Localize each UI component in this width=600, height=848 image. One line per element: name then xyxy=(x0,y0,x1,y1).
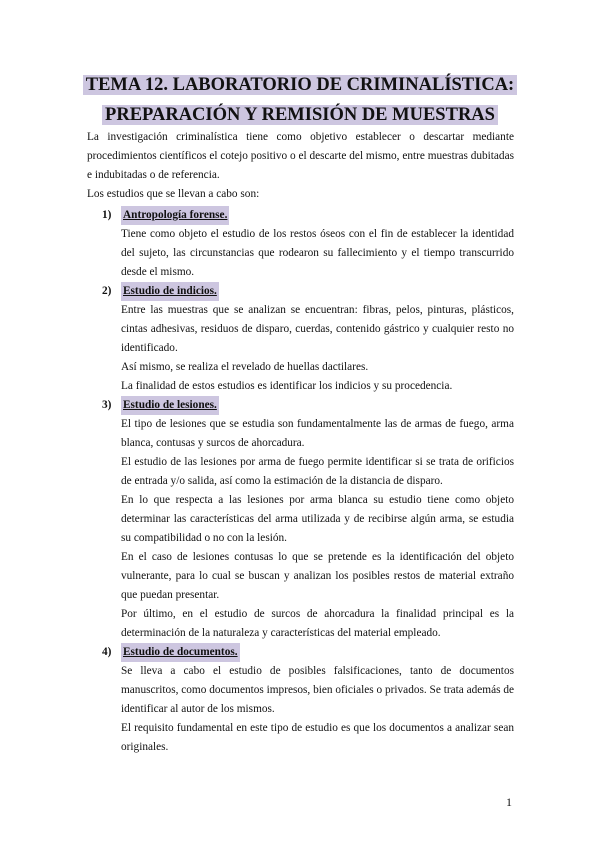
list-item xyxy=(0,282,600,396)
list-item xyxy=(0,643,600,757)
studies-list xyxy=(0,206,600,757)
title-line-1-text: TEMA 12. LABORATORIO DE CRIMINALÍSTICA: xyxy=(83,75,517,95)
section-paragraph: En el caso de lesiones contusas lo que se pretende es la identificación del objeto vulnerante, para lo cual se buscan y analizan los posibles restos de material extraño que puedan presentar. xyxy=(121,551,514,601)
item-number: 3) xyxy=(102,399,112,411)
list-item xyxy=(0,396,600,643)
section-paragraph: El tipo de lesiones que se estudia son fundamentalmente las de armas de fuego, arma blanca, contusas y surcos de ahorcadura. xyxy=(121,418,514,449)
section-paragraph: El requisito fundamental en este tipo de estudio es que los documentos a analizar sean originales. xyxy=(121,722,514,753)
section-heading: Estudio de indicios. xyxy=(121,282,219,301)
item-number: 4) xyxy=(102,646,112,658)
studies-lead: Los estudios que se llevan a cabo son: xyxy=(87,188,260,200)
section-paragraph: El estudio de las lesiones por arma de fuego permite identificar si se trata de orificios de entrada y/o salida, así como la estimación de la distancia de disparo. xyxy=(121,456,514,487)
section-paragraph: La finalidad de estos estudios es identificar los indicios y su procedencia. xyxy=(121,380,453,392)
section-body xyxy=(121,415,514,643)
title-line-2 xyxy=(0,102,600,128)
intro-block xyxy=(87,128,514,204)
section-body xyxy=(121,225,514,282)
section-paragraph: Tiene como objeto el estudio de los restos óseos con el fin de establecer la identidad del sujeto, las circunstancias que rodearon su fallecimiento y el tiempo transcurrido desde el mismo. xyxy=(121,228,514,278)
page-number: 1 xyxy=(506,795,512,809)
title-line-1 xyxy=(0,72,600,98)
section-heading: Estudio de lesiones. xyxy=(121,396,219,415)
section-paragraph: Así mismo, se realiza el revelado de huellas dactilares. xyxy=(121,361,369,373)
item-number: 2) xyxy=(102,285,112,297)
intro-paragraph: La investigación criminalística tiene como objetivo establecer o descartar mediante procedimientos científicos el cotejo positivo o el descarte del mismo, entre muestras dubitadas e indubitadas o de referencia. xyxy=(87,131,514,181)
title-line-2-text: PREPARACIÓN Y REMISIÓN DE MUESTRAS xyxy=(102,105,498,125)
section-body xyxy=(121,662,514,757)
section-heading: Antropología forense. xyxy=(121,206,229,225)
list-item xyxy=(0,206,600,282)
item-number: 1) xyxy=(102,209,112,221)
section-body xyxy=(121,301,514,396)
section-paragraph: Entre las muestras que se analizan se encuentran: fibras, pelos, pinturas, plásticos, cintas adhesivas, residuos de disparo, cuerdas, contenido gástrico y cualquier resto no identificado. xyxy=(121,304,514,354)
section-paragraph: En lo que respecta a las lesiones por arma blanca su estudio tiene como objeto determinar las características del arma utilizada y de recibirse algún arma, se estudia su compatibilidad o no con la lesión. xyxy=(121,494,514,544)
section-paragraph: Se lleva a cabo el estudio de posibles falsificaciones, tanto de documentos manuscritos, como documentos impresos, bien oficiales o privados. Se trata además de identificar al autor de los mismos. xyxy=(121,665,514,715)
section-heading: Estudio de documentos. xyxy=(121,643,240,662)
section-paragraph: Por último, en el estudio de surcos de ahorcadura la finalidad principal es la determinación de la naturaleza y características del material empleado. xyxy=(121,608,514,639)
